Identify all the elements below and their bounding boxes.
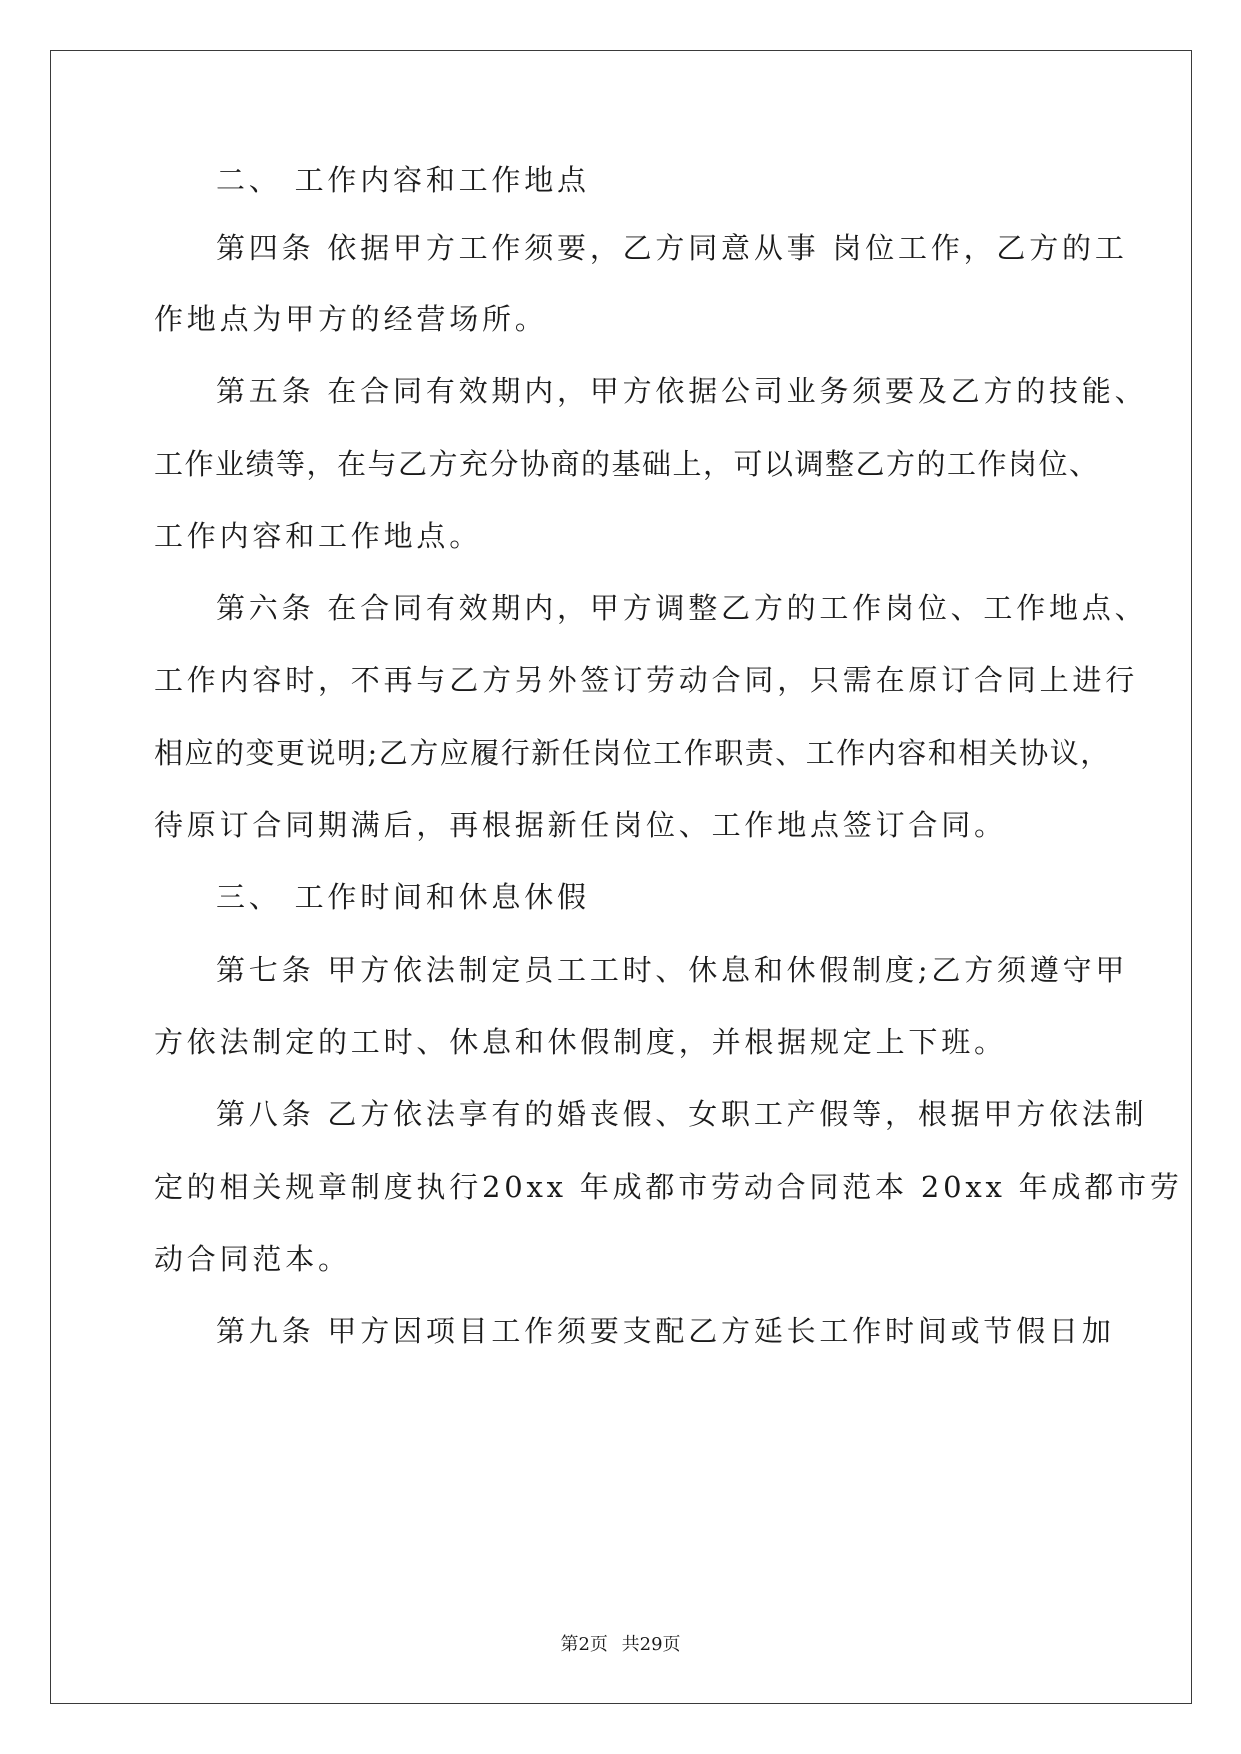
paragraph-line: 第九条 甲方因项目工作须要支配乙方延长工作时间或节假日加 xyxy=(216,1314,1115,1348)
paragraph-line: 工作内容和工作地点。 xyxy=(154,519,483,553)
paragraph-line: 动合同范本。 xyxy=(154,1242,351,1276)
paragraph-line: 第八条 乙方依法享有的婚丧假、女职工产假等，根据甲方依法制 xyxy=(216,1097,1148,1131)
paragraph-line: 方依法制定的工时、休息和休假制度，并根据规定上下班。 xyxy=(154,1025,1007,1059)
page-footer xyxy=(0,1630,1241,1656)
section-heading: 三、 工作时间和休息休假 xyxy=(216,880,590,914)
paragraph-line: 第七条 甲方依法制定员工工时、休息和休假制度;乙方须遵守甲 xyxy=(216,953,1129,987)
page-number: 第2页 xyxy=(560,1634,608,1655)
paragraph-line: 第六条 在合同有效期内，甲方调整乙方的工作岗位、工作地点、 xyxy=(216,591,1148,625)
paragraph-line: 待原订合同期满后，再根据新任岗位、工作地点签订合同。 xyxy=(154,808,1007,842)
section-heading: 二、 工作内容和工作地点 xyxy=(216,163,590,197)
paragraph-line: 第五条 在合同有效期内，甲方依据公司业务须要及乙方的技能、 xyxy=(216,374,1148,408)
paragraph-line: 相应的变更说明;乙方应履行新任岗位工作职责、工作内容和相关协议， xyxy=(154,736,1111,770)
paragraph-line: 定的相关规章制度执行20xx 年成都市劳动合同范本 20xx 年成都市劳 xyxy=(154,1170,1183,1204)
paragraph-line: 工作业绩等，在与乙方充分协商的基础上，可以调整乙方的工作岗位、 xyxy=(154,447,1100,481)
paragraph-line: 作地点为甲方的经营场所。 xyxy=(154,302,548,336)
paragraph-line: 第四条 依据甲方工作须要，乙方同意从事 岗位工作，乙方的工 xyxy=(216,231,1128,265)
paragraph-line: 工作内容时，不再与乙方另外签订劳动合同，只需在原订合同上进行 xyxy=(154,663,1139,697)
page-total: 共29页 xyxy=(621,1634,681,1655)
